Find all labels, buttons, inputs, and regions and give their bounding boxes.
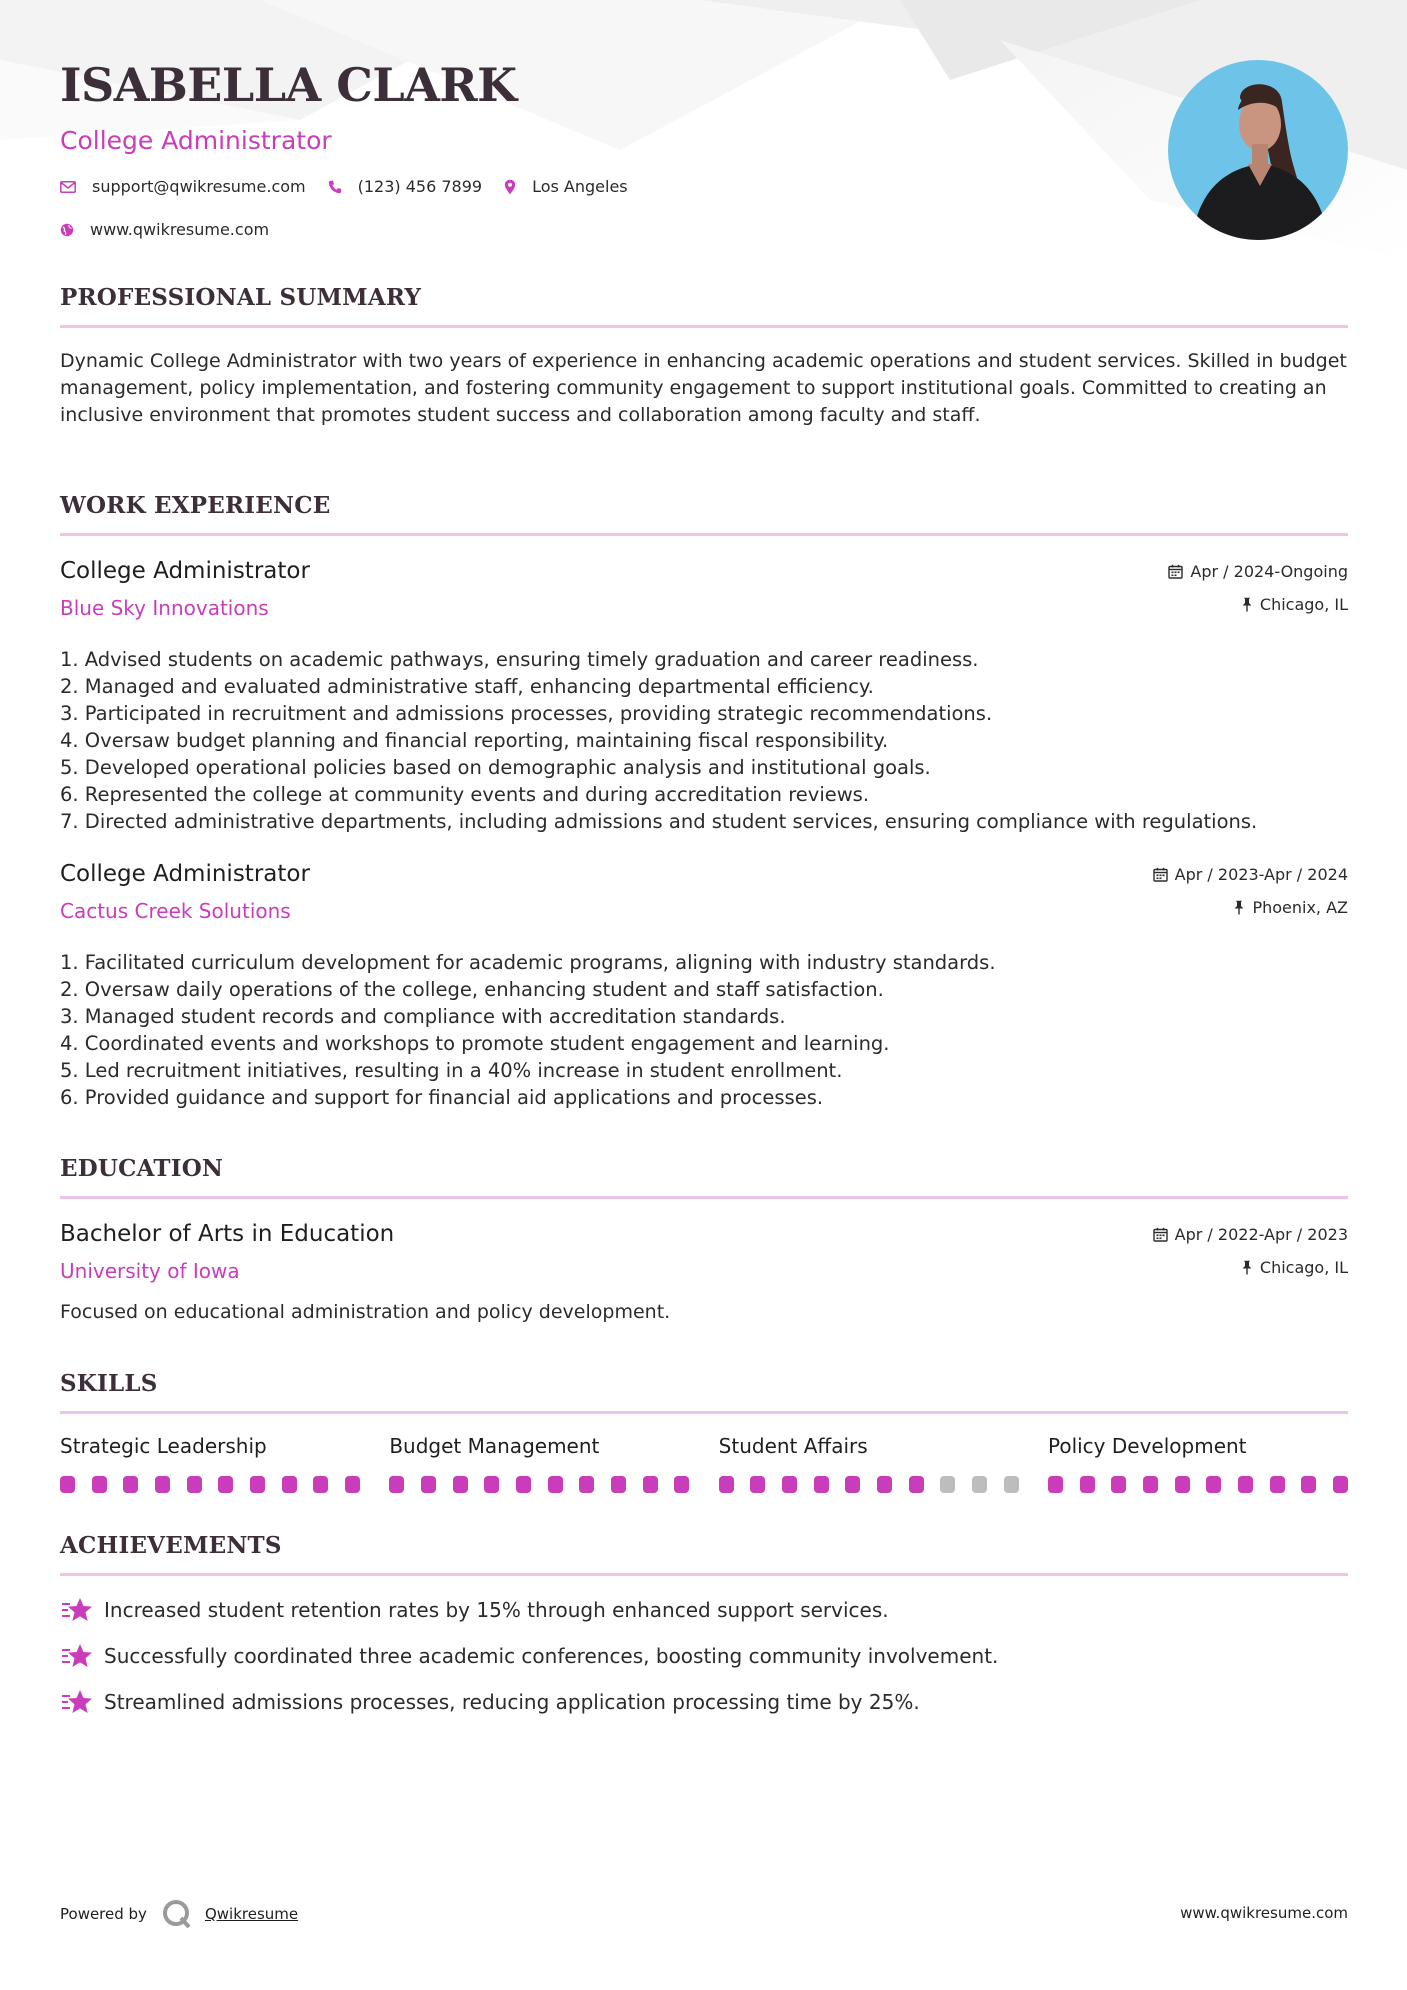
rating-dot-filled — [421, 1476, 436, 1493]
qwikresume-logo-icon — [161, 1898, 193, 1930]
email-text: support@qwikresume.com — [92, 177, 306, 196]
map-pin-icon — [504, 179, 516, 195]
achievements-list — [60, 1596, 1348, 1716]
achievements-section — [60, 1532, 1348, 1716]
education-location: Chicago, IL — [1153, 1258, 1348, 1277]
brand-link[interactable]: Qwikresume — [204, 1905, 299, 1923]
education-entry — [60, 1221, 1348, 1326]
section-divider — [60, 1573, 1348, 1576]
pushpin-icon — [1241, 597, 1253, 612]
section-heading: SKILLS — [60, 1370, 158, 1397]
rating-dot-filled — [1270, 1476, 1285, 1493]
rating-dot-filled — [1080, 1476, 1095, 1493]
rating-dot-filled — [909, 1476, 924, 1493]
candidate-name: ISABELLA CLARK — [60, 58, 517, 112]
education-section — [60, 1155, 1348, 1326]
rating-dot-filled — [60, 1476, 75, 1493]
job-location: Phoenix, AZ — [1153, 898, 1348, 917]
list-item: 5. Developed operational policies based on demographic analysis and institutional goals. — [60, 756, 931, 779]
job-meta — [1168, 562, 1348, 614]
rating-dot-filled — [1111, 1476, 1126, 1493]
section-divider — [60, 1196, 1348, 1199]
section-heading: EDUCATION — [60, 1155, 224, 1182]
rating-dot-filled — [155, 1476, 170, 1493]
rating-dot-filled — [1238, 1476, 1253, 1493]
skills-section — [60, 1370, 1348, 1493]
rating-dot-filled — [579, 1476, 594, 1493]
list-item: 5. Led recruitment initiatives, resulting in a 40% increase in student enrollment. — [60, 1059, 843, 1082]
contact-row-secondary — [60, 220, 650, 239]
rating-dot-filled — [1175, 1476, 1190, 1493]
rating-dot-filled — [782, 1476, 797, 1493]
powered-by-label: Powered by — [60, 1905, 147, 1923]
job-bullets — [60, 646, 1348, 835]
profile-photo — [1168, 60, 1348, 240]
job-header — [60, 558, 1348, 624]
rating-dot-filled — [92, 1476, 107, 1493]
list-item: 3. Managed student records and compliance with accreditation standards. — [60, 1005, 786, 1028]
education-dates: Apr / 2022-Apr / 2023 — [1153, 1225, 1348, 1244]
list-item: 2. Oversaw daily operations of the college, enhancing student and staff satisfaction. — [60, 978, 884, 1001]
list-item: 6. Provided guidance and support for financial aid applications and processes. — [60, 1086, 824, 1109]
calendar-icon — [1153, 1227, 1168, 1242]
resume-header — [60, 58, 650, 239]
rating-dot-filled — [123, 1476, 138, 1493]
rating-dot-filled — [548, 1476, 563, 1493]
list-item: 4. Coordinated events and workshops to promote student engagement and learning. — [60, 1032, 890, 1055]
calendar-icon — [1153, 867, 1168, 882]
education-meta — [1153, 1225, 1348, 1277]
skill-rating — [719, 1476, 1019, 1493]
rating-dot-filled — [313, 1476, 328, 1493]
rating-dot-filled — [1333, 1476, 1348, 1493]
rating-dot-filled — [484, 1476, 499, 1493]
rating-dot-filled — [674, 1476, 689, 1493]
rating-dot-filled — [845, 1476, 860, 1493]
summary-text: Dynamic College Administrator with two years of experience in enhancing academic operations and student services. Skilled in budget management, policy implementation, and fostering community engagement to support institutional goals. Committed to creating an inclusive environment that promotes student success and collaboration among faculty and staff. — [60, 350, 1347, 426]
rating-dot-filled — [719, 1476, 734, 1493]
section-heading: ACHIEVEMENTS — [60, 1532, 282, 1559]
list-item: 7. Directed administrative departments, including admissions and student services, ensuring compliance with regulations. — [60, 810, 1258, 833]
job-meta — [1153, 865, 1348, 917]
skill-rating — [1048, 1476, 1348, 1493]
rating-dot-filled — [611, 1476, 626, 1493]
rating-dot-empty — [1004, 1476, 1019, 1493]
list-item: 3. Participated in recruitment and admissions processes, providing strategic recommendations. — [60, 702, 993, 725]
job-entry — [60, 558, 1348, 835]
skill-rating — [389, 1476, 689, 1493]
rating-dot-filled — [814, 1476, 829, 1493]
section-divider — [60, 533, 1348, 536]
job-company: Blue Sky Innovations — [60, 596, 269, 620]
calendar-icon — [1168, 564, 1183, 579]
job-header — [60, 861, 1348, 927]
star-badge-icon — [60, 1642, 94, 1670]
phone-icon — [328, 180, 342, 194]
rating-dot-filled — [345, 1476, 360, 1493]
person-avatar-icon — [1168, 60, 1348, 240]
rating-dot-filled — [282, 1476, 297, 1493]
skill-item — [719, 1434, 1019, 1493]
rating-dot-filled — [750, 1476, 765, 1493]
job-entry — [60, 861, 1348, 1111]
contact-row-primary — [60, 177, 650, 196]
globe-icon — [60, 223, 74, 237]
job-role: College Administrator — [60, 558, 310, 584]
footer-branding — [60, 1898, 1348, 1930]
skill-name: Student Affairs — [718, 1434, 868, 1458]
education-header — [60, 1221, 1348, 1287]
list-item: Successfully coordinated three academic conferences, boosting community involvement. — [60, 1642, 1348, 1670]
section-heading: WORK EXPERIENCE — [60, 492, 331, 519]
list-item: 2. Managed and evaluated administrative staff, enhancing departmental efficiency. — [60, 675, 874, 698]
contact-email[interactable] — [60, 177, 306, 196]
contact-location — [504, 177, 628, 196]
education-description: Focused on educational administration and policy development. — [60, 1301, 671, 1323]
page-footer — [60, 1898, 1348, 1930]
job-role: College Administrator — [60, 861, 310, 887]
rating-dot-filled — [389, 1476, 404, 1493]
rating-dot-filled — [218, 1476, 233, 1493]
skill-name: Strategic Leadership — [60, 1434, 267, 1458]
pushpin-icon — [1233, 900, 1245, 915]
rating-dot-filled — [1143, 1476, 1158, 1493]
job-company: Cactus Creek Solutions — [60, 899, 291, 923]
rating-dot-empty — [940, 1476, 955, 1493]
star-badge-icon — [60, 1596, 94, 1624]
list-item: 6. Represented the college at community events and during accreditation reviews. — [60, 783, 870, 806]
contact-phone[interactable] — [328, 177, 482, 196]
rating-dot-filled — [877, 1476, 892, 1493]
pushpin-icon — [1241, 1260, 1253, 1275]
rating-dot-filled — [1301, 1476, 1316, 1493]
rating-dot-filled — [1048, 1476, 1063, 1493]
rating-dot-filled — [643, 1476, 658, 1493]
website-text: www.qwikresume.com — [90, 220, 270, 239]
rating-dot-filled — [453, 1476, 468, 1493]
rating-dot-filled — [250, 1476, 265, 1493]
envelope-icon — [60, 181, 76, 193]
degree-name: Bachelor of Arts in Education — [60, 1221, 395, 1247]
job-location: Chicago, IL — [1168, 595, 1348, 614]
job-dates: Apr / 2024-Ongoing — [1168, 562, 1348, 581]
list-item: Increased student retention rates by 15% through enhanced support services. — [60, 1596, 1348, 1624]
footer-site-link[interactable]: www.qwikresume.com — [1180, 1904, 1348, 1922]
list-item: 1. Advised students on academic pathways, ensuring timely graduation and career readiness. — [60, 648, 979, 671]
skills-list — [60, 1434, 1348, 1493]
rating-dot-filled — [187, 1476, 202, 1493]
skill-name: Budget Management — [389, 1434, 600, 1458]
contact-website[interactable] — [60, 220, 269, 239]
section-heading: PROFESSIONAL SUMMARY — [60, 284, 422, 311]
skill-item — [60, 1434, 360, 1493]
summary-section — [60, 284, 1348, 429]
experience-section — [60, 492, 1348, 1111]
skill-rating — [60, 1476, 360, 1493]
rating-dot-empty — [972, 1476, 987, 1493]
list-item: Streamlined admissions processes, reducing application processing time by 25%. — [60, 1688, 1348, 1716]
list-item: 4. Oversaw budget planning and financial reporting, maintaining fiscal responsibility. — [60, 729, 889, 752]
list-item: 1. Facilitated curriculum development for academic programs, aligning with industry standards. — [60, 951, 996, 974]
skill-item — [1048, 1434, 1348, 1493]
section-divider — [60, 1411, 1348, 1414]
rating-dot-filled — [516, 1476, 531, 1493]
star-badge-icon — [60, 1688, 94, 1716]
skill-name: Policy Development — [1047, 1434, 1247, 1458]
job-dates: Apr / 2023-Apr / 2024 — [1153, 865, 1348, 884]
location-text: Los Angeles — [532, 177, 628, 196]
candidate-title: College Administrator — [60, 126, 332, 155]
job-bullets — [60, 949, 1348, 1111]
school-name: University of Iowa — [60, 1259, 240, 1283]
phone-text: (123) 456 7899 — [357, 177, 483, 196]
rating-dot-filled — [1206, 1476, 1221, 1493]
skill-item — [389, 1434, 689, 1493]
section-divider — [60, 325, 1348, 328]
